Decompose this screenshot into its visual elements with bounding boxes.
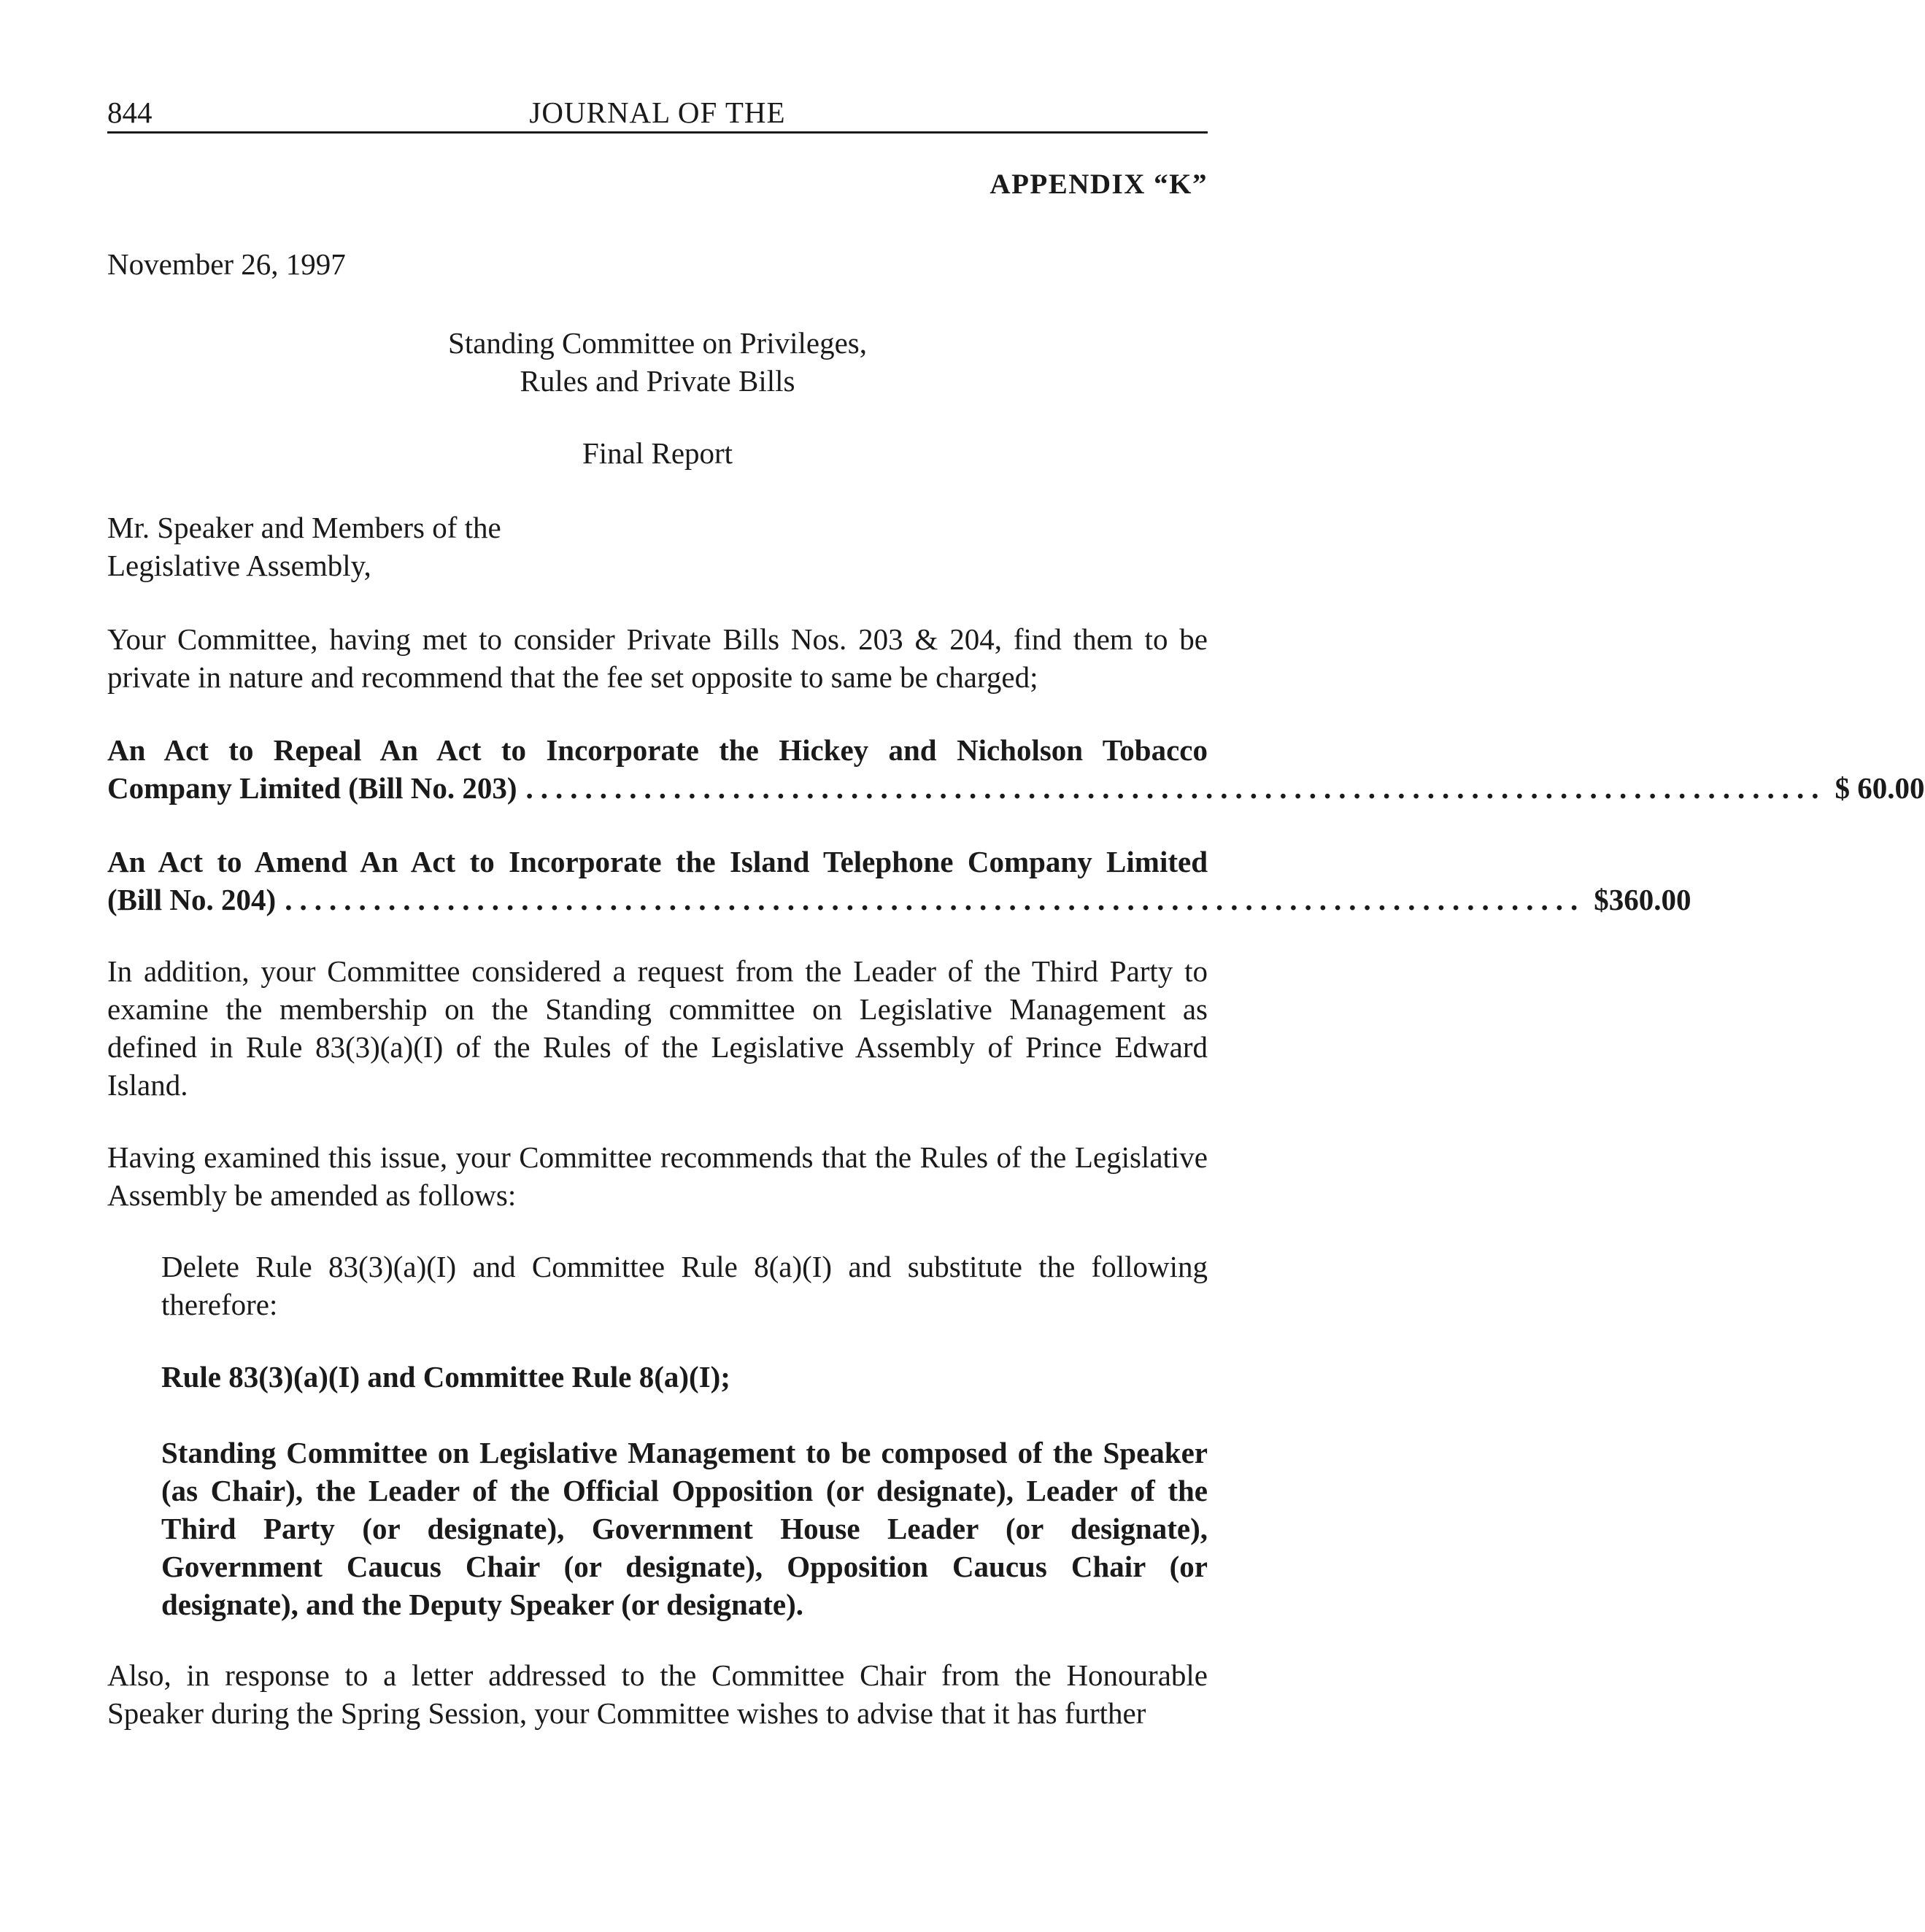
- committee-name-line-2: Rules and Private Bills: [520, 364, 795, 398]
- bill-fee: $360.00: [1594, 883, 1691, 916]
- report-title: Final Report: [582, 436, 733, 470]
- appendix-label: APPENDIX “K”: [989, 169, 1208, 200]
- intro-paragraph: Your Committee, having met to consider Private Bills Nos. 203 & 204, find them to be private in nature and recommend that the fee set opposite to same be charged;: [107, 622, 1208, 694]
- dot-leader: ........................................................................................: [525, 771, 1826, 805]
- closing-paragraph: Also, in response to a letter addressed to the Committee Chair from the Honourable Speaker during the Spring Session, your Committee wishes to advise that it has further: [107, 1658, 1208, 1730]
- journal-title: JOURNAL OF THE: [529, 96, 786, 129]
- bill-fee-row: [107, 769, 1925, 807]
- salutation: [107, 509, 501, 584]
- bill-fee-row: [107, 881, 1691, 919]
- salutation-line-1: Mr. Speaker and Members of the: [107, 511, 501, 544]
- delete-instruction: Delete Rule 83(3)(a)(I) and Committee Rule 8(a)(I) and substitute the following therefore:: [161, 1250, 1208, 1321]
- membership-paragraph: In addition, your Committee considered a request from the Leader of the Third Party to examine the membership on the Standing committee on Legislative Management as defined in Rule 83(3)(a)(I) of the Rules of the Legislative Assembly of Prince Edward Island.: [107, 954, 1208, 1102]
- bill-entry: [107, 731, 1925, 807]
- bill-title-line-1: An Act to Repeal An Act to Incorporate the Hickey and Nicholson Tobacco: [107, 733, 1208, 767]
- committee-name: [107, 324, 1208, 400]
- bill-title-line-2: (Bill No. 204): [107, 883, 277, 916]
- bill-title-line-1: An Act to Amend An Act to Incorporate the Island Telephone Company Limited: [107, 845, 1208, 878]
- bill-title-line-2: Company Limited (Bill No. 203): [107, 771, 517, 805]
- committee-name-line-1: Standing Committee on Privileges,: [448, 326, 867, 360]
- dot-leader: ........................................................................................: [285, 883, 1586, 916]
- page-number: 844: [107, 96, 153, 129]
- rule-heading: Rule 83(3)(a)(I) and Committee Rule 8(a)(I);: [161, 1360, 730, 1394]
- journal-page: [107, 0, 1925, 1932]
- bill-fee: $ 60.00: [1835, 771, 1925, 805]
- salutation-line-2: Legislative Assembly,: [107, 549, 371, 582]
- report-date: November 26, 1997: [107, 247, 346, 281]
- recommendation-paragraph: Having examined this issue, your Committee recommends that the Rules of the Legislative Assembly be amended as follows:: [107, 1140, 1208, 1212]
- bill-entry: [107, 843, 1691, 919]
- page-header: [107, 93, 1208, 134]
- composition-text: Standing Committee on Legislative Management to be composed of the Speaker (as Chair), the Leader of the Official Opposition (or designate), Leader of the Third Party (or designate), Government House Leader (or designate), Government Caucus Chair (or designate), Opposition Caucus Chair (or designate), and the Deputy Speaker (or designate).: [161, 1436, 1208, 1621]
